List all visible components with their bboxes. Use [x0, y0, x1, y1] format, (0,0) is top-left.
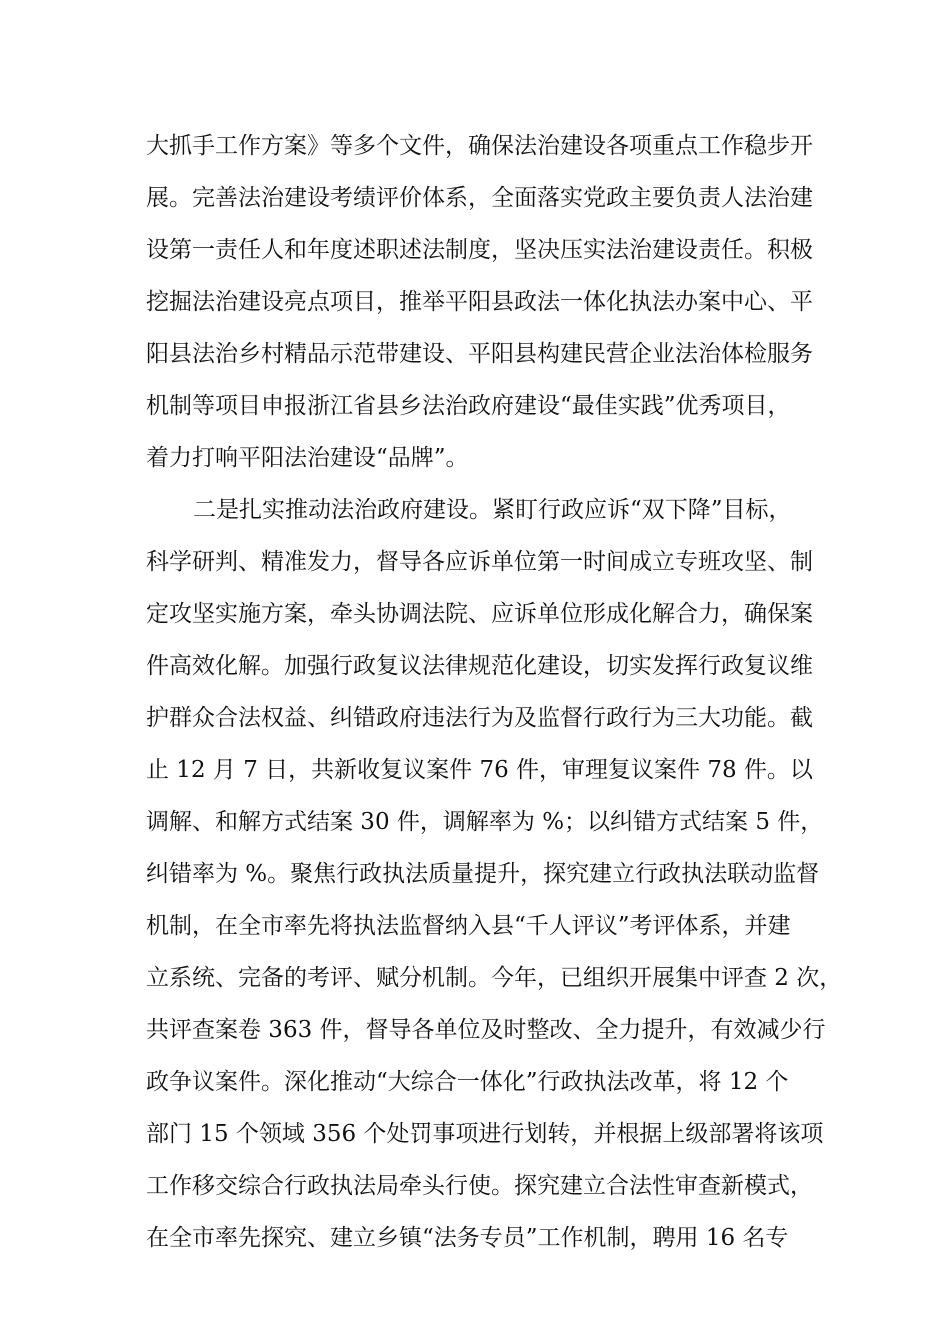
text-line: 机制等项目申报浙江省县乡法治政府建设“最佳实践”优秀项目，: [146, 393, 791, 419]
text-line: 设第一责任人和年度述职述法制度，坚决压实法治建设责任。积极: [146, 237, 813, 263]
text-line: 着力打响平阳法治建设“品牌”。: [146, 445, 469, 471]
text-line: 护群众合法权益、纠错政府违法行为及监督行政行为三大功能。截: [146, 705, 813, 731]
text-line: 调解、和解方式结案 30 件，调解率为 %；以纠错方式结案 5 件，: [146, 809, 824, 835]
text-line: 工作移交综合行政执法局牵头行使。探究建立合法性审查新模式，: [146, 1173, 813, 1199]
text-line: 共评查案卷 363 件，督导各单位及时整改、全力提升，有效减少行: [146, 1017, 826, 1043]
text-line: 止 12 月 7 日，共新收复议案件 76 件，审理复议案件 78 件。以: [146, 757, 813, 783]
text-line: 政争议案件。深化推动“大综合一体化”行政执法改革，将 12 个: [146, 1069, 789, 1095]
text-line: 在全市率先探究、建立乡镇“法务专员”工作机制，聘用 16 名专: [146, 1225, 789, 1251]
text-line: 大抓手工作方案》等多个文件，确保法治建设各项重点工作稳步开: [146, 133, 813, 159]
text-line: 挖掘法治建设亮点项目，推举平阳县政法一体化执法办案中心、平: [146, 289, 813, 315]
text-line: 科学研判、精准发力，督导各应诉单位第一时间成立专班攻坚、制: [146, 549, 813, 575]
text-line: 机制，在全市率先将执法监督纳入县“千人评议”考评体系，并建: [146, 913, 791, 939]
text-line: 部门 15 个领域 356 个处罚事项进行划转，并根据上级部署将该项: [146, 1121, 824, 1147]
paragraph-first-line: 二是扎实推动法治政府建设。紧盯行政应诉“双下降”目标，: [193, 497, 792, 523]
text-line: 立系统、完备的考评、赋分机制。今年，已组织开展集中评查 2 次，: [146, 965, 843, 991]
text-line: 件高效化解。加强行政复议法律规范化建设，切实发挥行政复议维: [146, 653, 813, 679]
text-line: 纠错率为 %。聚焦行政执法质量提升，探究建立行政执法联动监督: [146, 861, 820, 887]
text-line: 展。完善法治建设考绩评价体系，全面落实党政主要负责人法治建: [146, 185, 813, 211]
text-line: 定攻坚实施方案，牵头协调法院、应诉单位形成化解合力，确保案: [146, 601, 813, 627]
text-line: 阳县法治乡村精品示范带建设、平阳县构建民营企业法治体检服务: [146, 341, 813, 367]
